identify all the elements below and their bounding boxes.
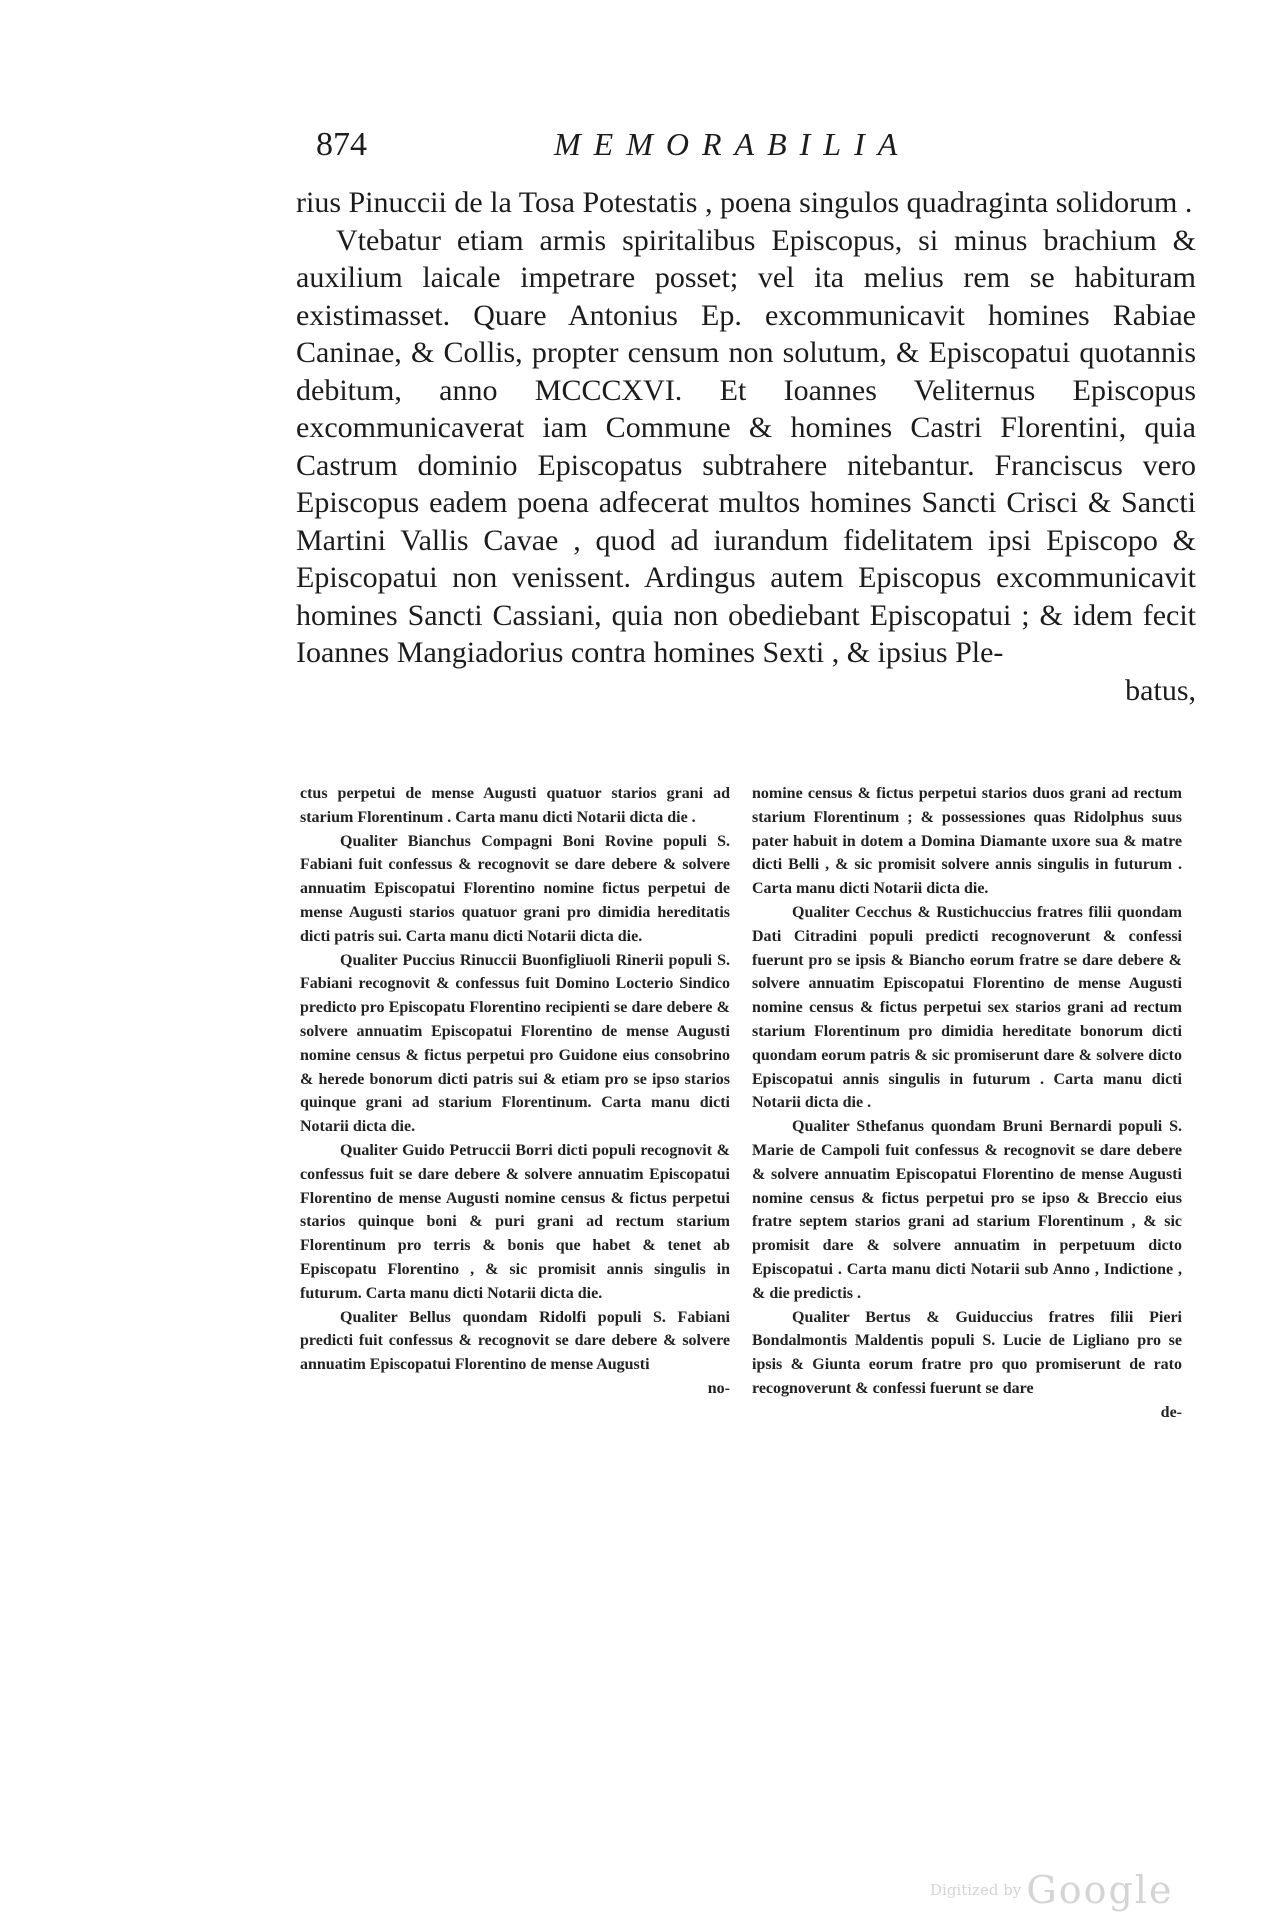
running-title: MEMORABILIA [554, 126, 911, 162]
watermark-prefix: Digitized by [930, 1881, 1022, 1899]
main-paragraph-1: rius Pinuccii de la Tosa Potestatis , poena singulos quadraginta solidorum . [296, 186, 1193, 219]
main-paragraph-2: Vtebatur etiam armis spiritalibus Episcopus, si minus brachium & auxilium laicale impetrare posset; vel ita melius rem se habituram existimasset. Quare Antonius Ep. excommunicavit homines Rabiae Caninae, & Collis, propter censum non solutum, & Episcopatui quotannis debitum, anno MCCCXVI. Et Ioannes Veliternus Episcopus excommunicaverat iam Commune & homines Castri Florentini, quia Castrum dominio Episcopatus subtrahere nitebantur. Franciscus vero Episcopus eadem poena adfecerat multos homines Sancti Crisci & Sancti Martini Vallis Cavae , quod ad iurandum fidelitatem ipsi Episcopo & Episcopatui non venissent. Ardingus autem Episcopus excommunicavit homines Sancti Cassiani, quia non obediebant Episcopatui ; & idem fecit Ioannes Mangiadorius contra homines Sexti , & ipsius Ple- [296, 223, 1196, 669]
right-column [752, 782, 1182, 1425]
page-number: 874 [316, 126, 367, 163]
main-text-block [296, 184, 1196, 709]
right-paragraph: Qualiter Bertus & Guiduccius fratres filii Pieri Bondalmontis Maldentis populi S. Lucie de Ligliano pro se ipsis & Giunta eorum fratre pro quo promiserunt de rato recognoverunt & confessi fuerunt se dare [752, 1308, 1182, 1397]
left-column [300, 782, 730, 1401]
left-paragraph: Qualiter Puccius Rinuccii Buonfigliuoli Rinerii populi S. Fabiani recognovit & confessus fuit Domino Locterio Sindico predicto pro Episcopatu Florentino recipienti se dare debere & solvere annuatim Episcopatui Florentino de mense Augusti nomine census & fictus perpetui pro Guidone eius consobrino & herede bonorum dicti patris sui & etiam pro se ipso starios quinque grani ad starium Florentinum. Carta manu dicti Notarii dicta die. [300, 951, 730, 1136]
page-header [316, 126, 936, 166]
right-catchword: de- [1160, 1403, 1182, 1421]
left-paragraph: ctus perpetui de mense Augusti quatuor starios grani ad starium Florentinum . Carta manu dicti Notarii dicta die . [300, 785, 730, 826]
watermark-brand: Google [1026, 1868, 1174, 1912]
left-paragraph: Qualiter Guido Petruccii Borri dicti populi recognovit & confessus fuit se dare debere & solvere annuatim Episcopatui Florentino de mense Augusti nomine census & fictus perpetui starios quinque boni & puri grani ad rectum starium Florentinum pro terris & bonis que habet & tenet ab Episcopatu Florentino , & sic promisit annis singulis in futurum. Carta manu dicti Notarii dicta die. [300, 1141, 730, 1302]
right-paragraph: Qualiter Cecchus & Rustichuccius fratres filii quondam Dati Citradini populi predicti recognoverunt & confessi fuerunt pro se ipsis & Biancho eorum fratre se dare debere & solvere annuatim Episcopatui Florentino de mense Augusti nomine census & fictus perpetui sex starios grani ad rectum starium Florentinum pro dimidia hereditate bonorum dicti quondam eorum patris & sic promiserunt dare & solvere dicto Episcopatui annis singulis in futurum . Carta manu dicti Notarii dicta die . [752, 903, 1182, 1112]
left-catchword: no- [707, 1379, 730, 1397]
digitization-watermark [930, 1868, 1173, 1912]
left-paragraph: Qualiter Bianchus Compagni Boni Rovine populi S. Fabiani fuit confessus & recognovit se dare debere & solvere annuatim Episcopatui Florentino nomine fictus perpetui de mense Augusti starios quatuor grani pro dimidia hereditatis dicti patris sui. Carta manu dicti Notarii dicta die. [300, 832, 730, 945]
right-paragraph: nomine census & fictus perpetui starios duos grani ad rectum starium Florentinum ; & possessiones quas Ridolphus suus pater habuit in dotem a Domina Diamante uxore sua & matre dicti Belli , & sic promisit solvere annis singulis in futurum . Carta manu dicti Notarii dicta die. [752, 785, 1182, 898]
left-paragraph: Qualiter Bellus quondam Ridolfi populi S. Fabiani predicti fuit confessus & recognovit se dare debere & solvere annuatim Episcopatui Florentino de mense Augusti [300, 1308, 730, 1374]
main-catchword: batus, [1125, 673, 1196, 707]
right-paragraph: Qualiter Sthefanus quondam Bruni Bernardi populi S. Marie de Campoli fuit confessus & recognovit se dare debere & solvere annuatim Episcopatui Florentino de mense Augusti nomine census & fictus perpetui pro se ipso & Breccio eius fratre septem starios grani ad starium Florentinum , & sic promisit dare & solvere annuatim in perpetuum dicto Episcopatui . Carta manu dicti Notarii sub Anno , Indictione , & die predictis . [752, 1118, 1182, 1302]
